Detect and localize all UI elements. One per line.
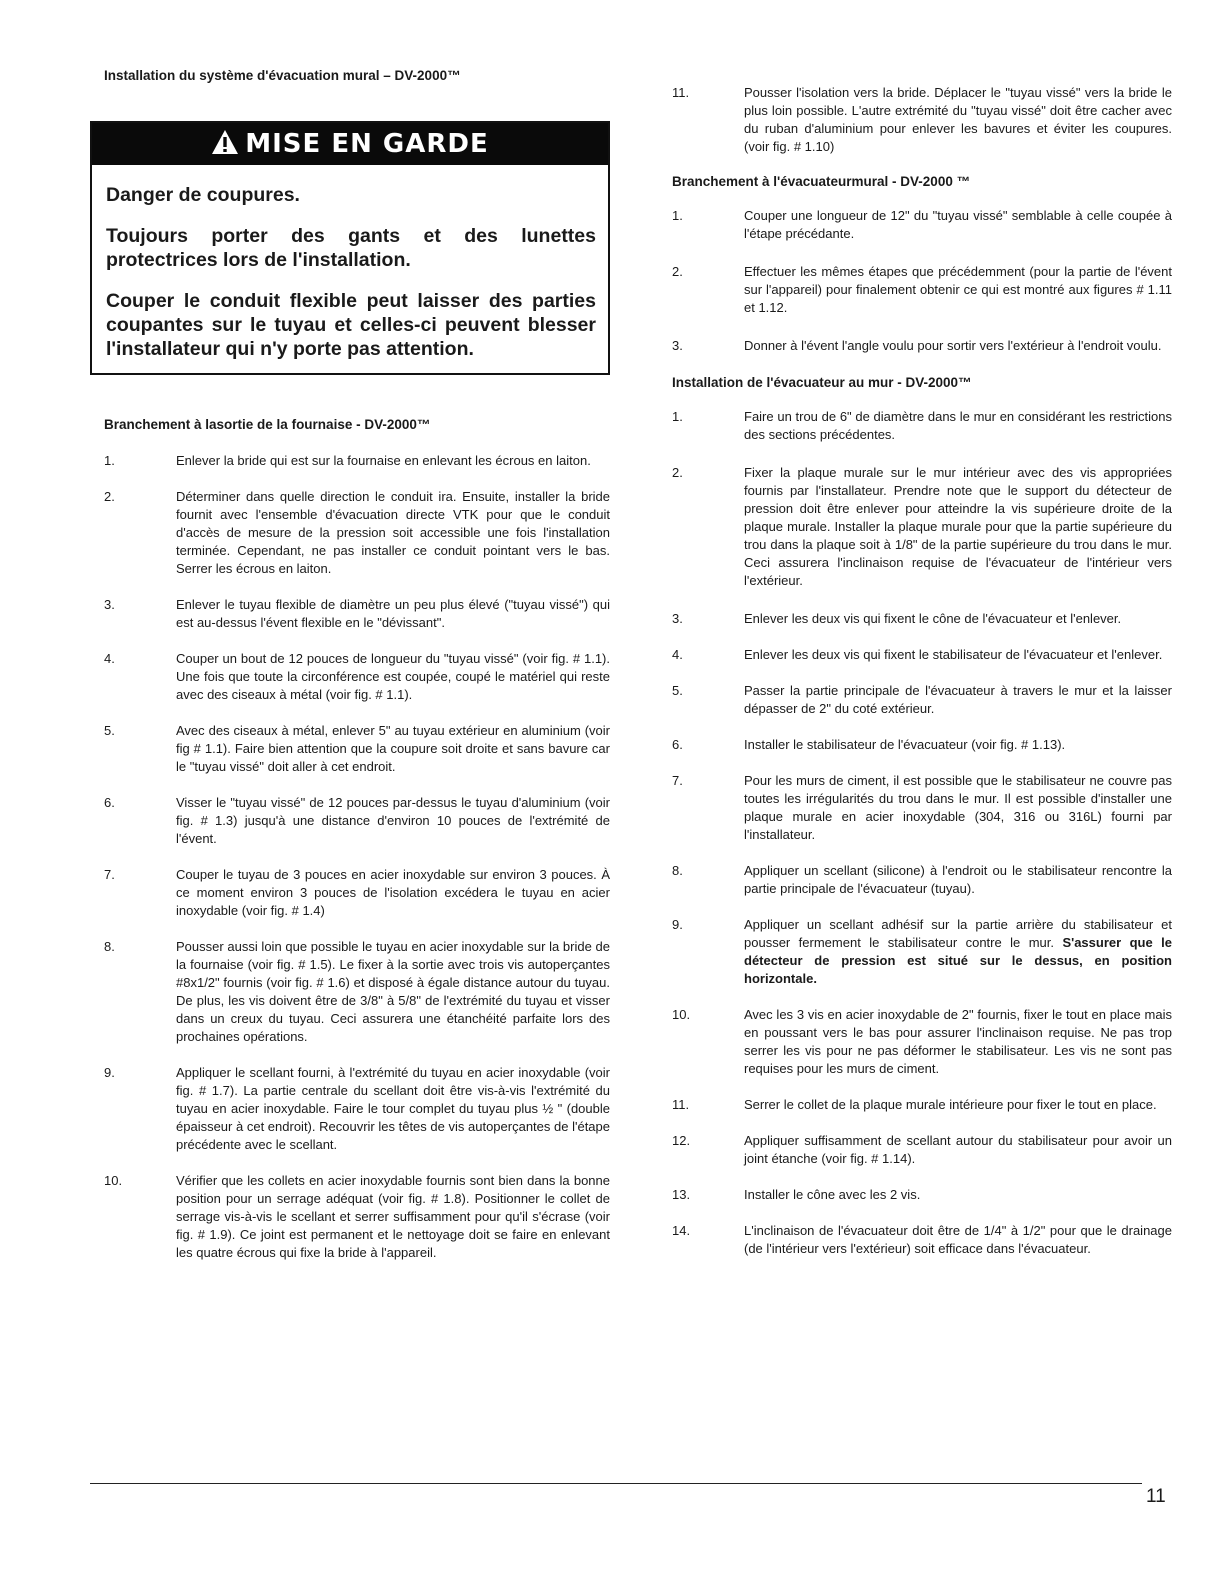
item-number: 5. <box>672 683 683 698</box>
list-item <box>104 452 610 470</box>
item-text: Déterminer dans quelle direction le conduit ira. Ensuite, installer la bride fournit avec l'ensemble d'évacuation directe VTK pour que le conduit d'accès de mesure de la pression soit accessible une fois l'installation terminée. Cependant, ne pas installer ce conduit pointant vers le bas. Serrer les écrous en laiton. <box>176 489 610 576</box>
warning-title: MISE EN GARDE <box>245 129 489 159</box>
item-number: 8. <box>104 939 115 954</box>
item-text: Effectuer les mêmes étapes que précédemment (pour la partie de l'évent sur l'appareil) pour finalement obtenir ce qui est montré aux figures # 1.11 et 1.12. <box>744 264 1172 315</box>
item-text: Faire un trou de 6" de diamètre dans le mur en considérant les restrictions des sections précédentes. <box>744 409 1172 442</box>
list-item <box>104 596 610 632</box>
item-number: 2. <box>104 489 115 504</box>
item-text: Couper le tuyau de 3 pouces en acier inoxydable sur environ 3 pouces. À ce moment environ 3 pouces de l'isolation excédera le tuyau en acier inoxydable (voir fig. # 1.4) <box>176 867 610 918</box>
item-number: 13. <box>672 1187 691 1202</box>
item-number: 10. <box>104 1173 123 1188</box>
right-column <box>672 84 1172 1258</box>
list-item <box>672 736 1172 754</box>
list-item <box>672 682 1172 718</box>
item-number: 8. <box>672 863 683 878</box>
list-item <box>104 938 610 1046</box>
item-number: 10. <box>672 1007 691 1022</box>
list-item <box>672 1222 1172 1258</box>
item-text: Pousser l'isolation vers la bride. Déplacer le "tuyau vissé" vers la bride le plus loin possible. L'autre extrémité du "tuyau vissé" doit être cacher avec du ruban d'aluminium pour enlever les bavures et éviter les coupures. (voir fig. # 1.10) <box>744 85 1172 154</box>
item-text: Enlever la bride qui est sur la fournaise en enlevant les écrous en laiton. <box>176 453 591 468</box>
furnace-steps-list <box>104 452 610 1262</box>
item-number: 4. <box>104 651 115 666</box>
item-number: 6. <box>672 737 683 752</box>
item-number: 6. <box>104 795 115 810</box>
item-number: 3. <box>104 597 115 612</box>
left-column <box>104 68 614 83</box>
warning-box <box>90 121 610 375</box>
item-text: Avec les 3 vis en acier inoxydable de 2" fournis, fixer le tout en place mais en poussant vers le bas pour assurer l'inclinaison requise. Ne pas trop serrer les vis pour ne pas déformer le stabilisateur. Les vis ne sont pas requises pour les murs de ciment. <box>744 1007 1172 1076</box>
list-item <box>672 1186 1172 1204</box>
item-text: Appliquer un scellant (silicone) à l'endroit ou le stabilisateur rencontre la partie principale de l'évacuateur (tuyau). <box>744 863 1172 896</box>
page-number: 11 <box>1146 1486 1166 1507</box>
item-number: 9. <box>672 917 683 932</box>
list-item <box>104 1064 610 1154</box>
warning-body <box>106 183 596 378</box>
list-item <box>672 408 1172 444</box>
item-number: 14. <box>672 1223 691 1238</box>
item-text: Appliquer suffisamment de scellant autour du stabilisateur pour avoir un joint étanche (voir fig. # 1.14). <box>744 1133 1172 1166</box>
left-header: Installation du système d'évacuation mural – DV-2000™ <box>104 68 461 83</box>
item-text: Appliquer le scellant fourni, à l'extrémité du tuyau en acier inoxydable (voir fig. # 1.7). La partie centrale du scellant doit être vis-à-vis l'extrémité du tuyau en acier inoxydable. Faire le tour complet du tuyau plus ½ " (double épaisseur à cet endroit). Recouvrir les têtes de vis autoperçantes de l'étape précédente avec le scellant. <box>176 1065 610 1152</box>
item-number: 5. <box>104 723 115 738</box>
footer-rule <box>90 1483 1142 1484</box>
item-text: Fixer la plaque murale sur le mur intérieur avec des vis appropriées fournis par l'installateur. Prendre note que le support du détecteur de pression doit être enlever pour atteindre la vis supérieure droite de la plaque murale. Installer la plaque murale pour que la partie supérieure du trou dans la plaque soit à 1/8" de la partie supérieure du trou dans le mur. Ceci assurera l'inclinaison requise de l'évacuateur de l'intérieur vers l'extérieur. <box>744 465 1172 588</box>
item-text: Enlever les deux vis qui fixent le cône de l'évacuateur et l'enlever. <box>744 611 1122 626</box>
item-text: Pousser aussi loin que possible le tuyau en acier inoxydable sur la bride de la fournaise (voir fig. # 1.5). Le fixer à la sortie avec trois vis autoperçantes #8x1/2" fournis (voir fig. # 1.6) et disposé à égale distance autour du tuyau. De plus, les vis doivent être de 3/8" à 5/8" de l'extrémité du tuyau et visser dans un creux du tuyau. Ceci assurera une étanchéité parfaite lors des prochaines opérations. <box>176 939 610 1044</box>
furnace-section <box>104 417 610 1262</box>
list-item <box>672 1132 1172 1168</box>
item-number: 3. <box>672 611 683 626</box>
item-text: Avec des ciseaux à métal, enlever 5" au tuyau extérieur en aluminium (voir fig # 1.1). Faire bien attention que la coupure soit droite et sans bavure car le "tuyau vissé" doit aller à cet endroit. <box>176 723 610 774</box>
list-item <box>104 1172 610 1262</box>
warning-text-1: Danger de coupures. <box>106 184 300 206</box>
item-text: Pour les murs de ciment, il est possible que le stabilisateur ne couvre pas toutes les irrégularités du trou dans le mur. Il est possible d'installer une plaque murale en acier inoxydable (304, 316 ou 316L) fourni par l'installateur. <box>744 773 1172 842</box>
item-text: L'inclinaison de l'évacuateur doit être de 1/4" à 1/2" pour que le drainage (de l'intérieur vers l'extérieur) soit efficace dans l'évacuateur. <box>744 1223 1172 1256</box>
item-number: 2. <box>672 465 683 480</box>
list-item <box>104 488 610 578</box>
item-text: Donner à l'évent l'angle voulu pour sortir vers l'extérieur à l'endroit voulu. <box>744 338 1162 353</box>
list-item <box>672 337 1172 355</box>
item-text: Serrer le collet de la plaque murale intérieure pour fixer le tout en place. <box>744 1097 1157 1112</box>
wall-install-steps <box>672 408 1172 1258</box>
list-item <box>672 772 1172 844</box>
list-item <box>672 610 1172 628</box>
list-item <box>672 263 1172 317</box>
item-text: Enlever les deux vis qui fixent le stabilisateur de l'évacuateur et l'enlever. <box>744 647 1163 662</box>
warning-bar <box>92 123 608 165</box>
list-item <box>672 1006 1172 1078</box>
list-item <box>672 464 1172 590</box>
item-number: 1. <box>672 208 683 223</box>
list-item <box>104 794 610 848</box>
item-text: Passer la partie principale de l'évacuateur à travers le mur et la laisser dépasser de 2" du coté extérieur. <box>744 683 1172 716</box>
item-text <box>744 916 1172 988</box>
item-number: 3. <box>672 338 683 353</box>
item-text: Installer le cône avec les 2 vis. <box>744 1187 921 1202</box>
list-item <box>672 84 1172 156</box>
item-bold-text: S'assurer que le détecteur de pression est situé sur le dessus, en position horizontale. <box>744 935 1172 986</box>
item-plain-text: Appliquer un scellant adhésif sur la partie arrière du stabilisateur et pousser fermement le stabilisateur contre le mur. <box>744 917 1172 950</box>
warning-triangle-icon <box>211 129 239 160</box>
furnace-section-title: Branchement à lasortie de la fournaise - DV-2000™ <box>104 417 431 432</box>
item-text: Installer le stabilisateur de l'évacuateur (voir fig. # 1.13). <box>744 737 1066 752</box>
list-item <box>672 916 1172 988</box>
item-number: 7. <box>672 773 683 788</box>
list-item <box>104 722 610 776</box>
item-number: 9. <box>104 1065 115 1080</box>
item-number: 1. <box>672 409 683 424</box>
item-number: 7. <box>104 867 115 882</box>
wall-install-title: Installation de l'évacuateur au mur - DV-2000™ <box>672 375 972 390</box>
list-item <box>104 650 610 704</box>
list-item <box>104 866 610 920</box>
item-text: Couper un bout de 12 pouces de longueur du "tuyau vissé" (voir fig. # 1.1). Une fois que toute la circonférence est coupée, coupé le matériel qui reste avec des ciseaux à métal (voir fig. # 1.1). <box>176 651 610 702</box>
list-item <box>672 646 1172 664</box>
list-item <box>672 1096 1172 1114</box>
warning-text-3: Couper le conduit flexible peut laisser des parties coupantes sur le tuyau et celles-ci peuvent blesser l'installateur qui n'y porte pas attention. <box>106 290 596 360</box>
wall-connection-steps <box>672 207 1172 355</box>
list-item <box>672 862 1172 898</box>
item-number: 2. <box>672 264 683 279</box>
item-text: Vérifier que les collets en acier inoxydable fournis sont bien dans la bonne position pour un serrage adéquat (voir fig. # 1.8). Positionner le collet de serrage vis-à-vis le scellant et serrer suffisamment pour qu'il s'écrase (voir fig. # 1.9). Ce joint est permanent et le nettoyage doit se faire en enlevant les quatre écrous qui fixe la bride à l'appareil. <box>176 1173 610 1260</box>
list-item <box>672 207 1172 243</box>
item-number: 4. <box>672 647 683 662</box>
warning-text-2: Toujours porter des gants et des lunettes protectrices lors de l'installation. <box>106 225 596 271</box>
item-number: 11. <box>672 85 690 100</box>
item-text: Couper une longueur de 12" du "tuyau vissé" semblable à celle coupée à l'étape précédante. <box>744 208 1172 241</box>
item-number: 11. <box>672 1097 690 1112</box>
item-number: 12. <box>672 1133 691 1148</box>
item-text: Visser le "tuyau vissé" de 12 pouces par-dessus le tuyau d'aluminium (voir fig. # 1.3) jusqu'à une distance d'environ 10 pouces de l'extrémité de l'évent. <box>176 795 610 846</box>
item-text: Enlever le tuyau flexible de diamètre un peu plus élevé ("tuyau vissé") qui est au-dessus l'évent flexible en le "dévissant". <box>176 597 610 630</box>
wall-connection-title: Branchement à l'évacuateurmural - DV-2000 ™ <box>672 174 971 189</box>
item-number: 1. <box>104 453 115 468</box>
